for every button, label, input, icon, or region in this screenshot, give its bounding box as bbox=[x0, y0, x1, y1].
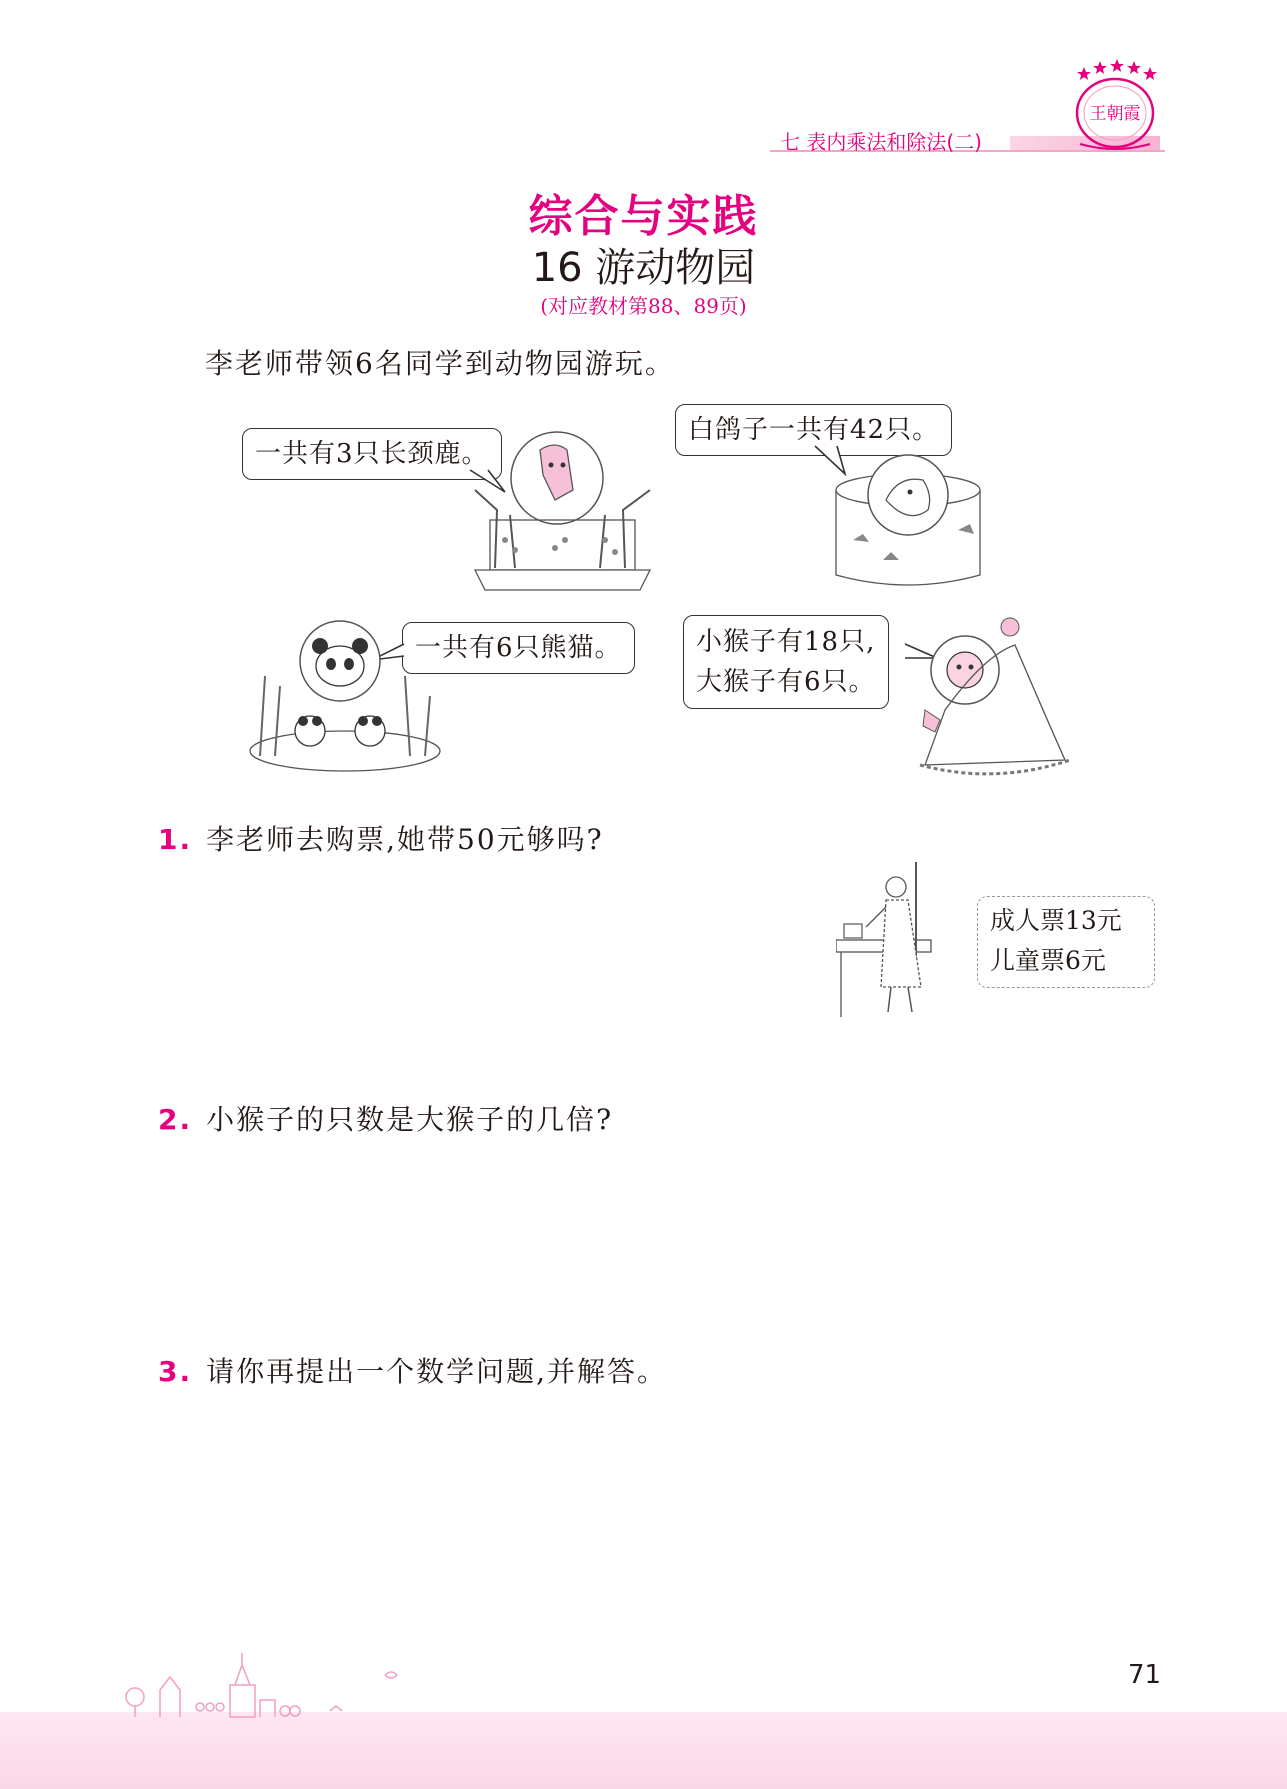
bubble-panda-text: 一共有6只熊猫。 bbox=[415, 633, 622, 663]
bubble-monkey-line1: 小猴子有18只, bbox=[696, 627, 876, 657]
bubble-monkey-line2: 大猴子有6只。 bbox=[696, 667, 876, 697]
chapter-title: 七 表内乘法和除法(二) bbox=[780, 130, 982, 154]
panda-illustration bbox=[240, 616, 450, 776]
question-2-number: 2. bbox=[158, 1103, 193, 1136]
adult-ticket-price: 成人票13元 bbox=[990, 906, 1122, 935]
pigeon-cage-illustration bbox=[828, 450, 988, 600]
bubble-giraffe-text: 一共有3只长颈鹿。 bbox=[255, 439, 489, 469]
bubble-monkey bbox=[683, 615, 889, 709]
ticket-price-box bbox=[977, 896, 1155, 988]
section-category-title: 综合与实践 bbox=[528, 191, 759, 242]
bubble-pigeon-text: 白鸽子一共有42只。 bbox=[688, 415, 940, 445]
ticket-booth-illustration bbox=[836, 862, 946, 1022]
textbook-reference: (对应教材第88、89页) bbox=[540, 294, 747, 318]
lesson-title: 16 游动物园 bbox=[531, 245, 756, 291]
bubble-pigeon bbox=[675, 404, 952, 456]
badge-text: 王朝霞 bbox=[1089, 104, 1141, 124]
giraffe-illustration bbox=[455, 430, 670, 595]
monkey-illustration bbox=[905, 615, 1075, 780]
footer-town-decoration bbox=[120, 1645, 420, 1720]
question-3 bbox=[158, 1350, 667, 1390]
child-ticket-price: 儿童票6元 bbox=[990, 946, 1106, 975]
question-3-number: 3. bbox=[158, 1355, 193, 1388]
page-number: 71 bbox=[1128, 1660, 1162, 1690]
question-1-number: 1. bbox=[158, 823, 193, 856]
question-2-text: 小猴子的只数是大猴子的几倍? bbox=[206, 1103, 614, 1136]
footer-band bbox=[0, 1712, 1287, 1789]
question-1-text: 李老师去购票,她带50元够吗? bbox=[206, 823, 604, 856]
question-3-text: 请你再提出一个数学问题,并解答。 bbox=[206, 1355, 668, 1388]
question-2 bbox=[158, 1098, 613, 1138]
intro-text: 李老师带领6名同学到动物园游玩。 bbox=[205, 347, 675, 380]
question-1 bbox=[158, 818, 604, 858]
brand-badge-logo bbox=[1070, 58, 1160, 156]
